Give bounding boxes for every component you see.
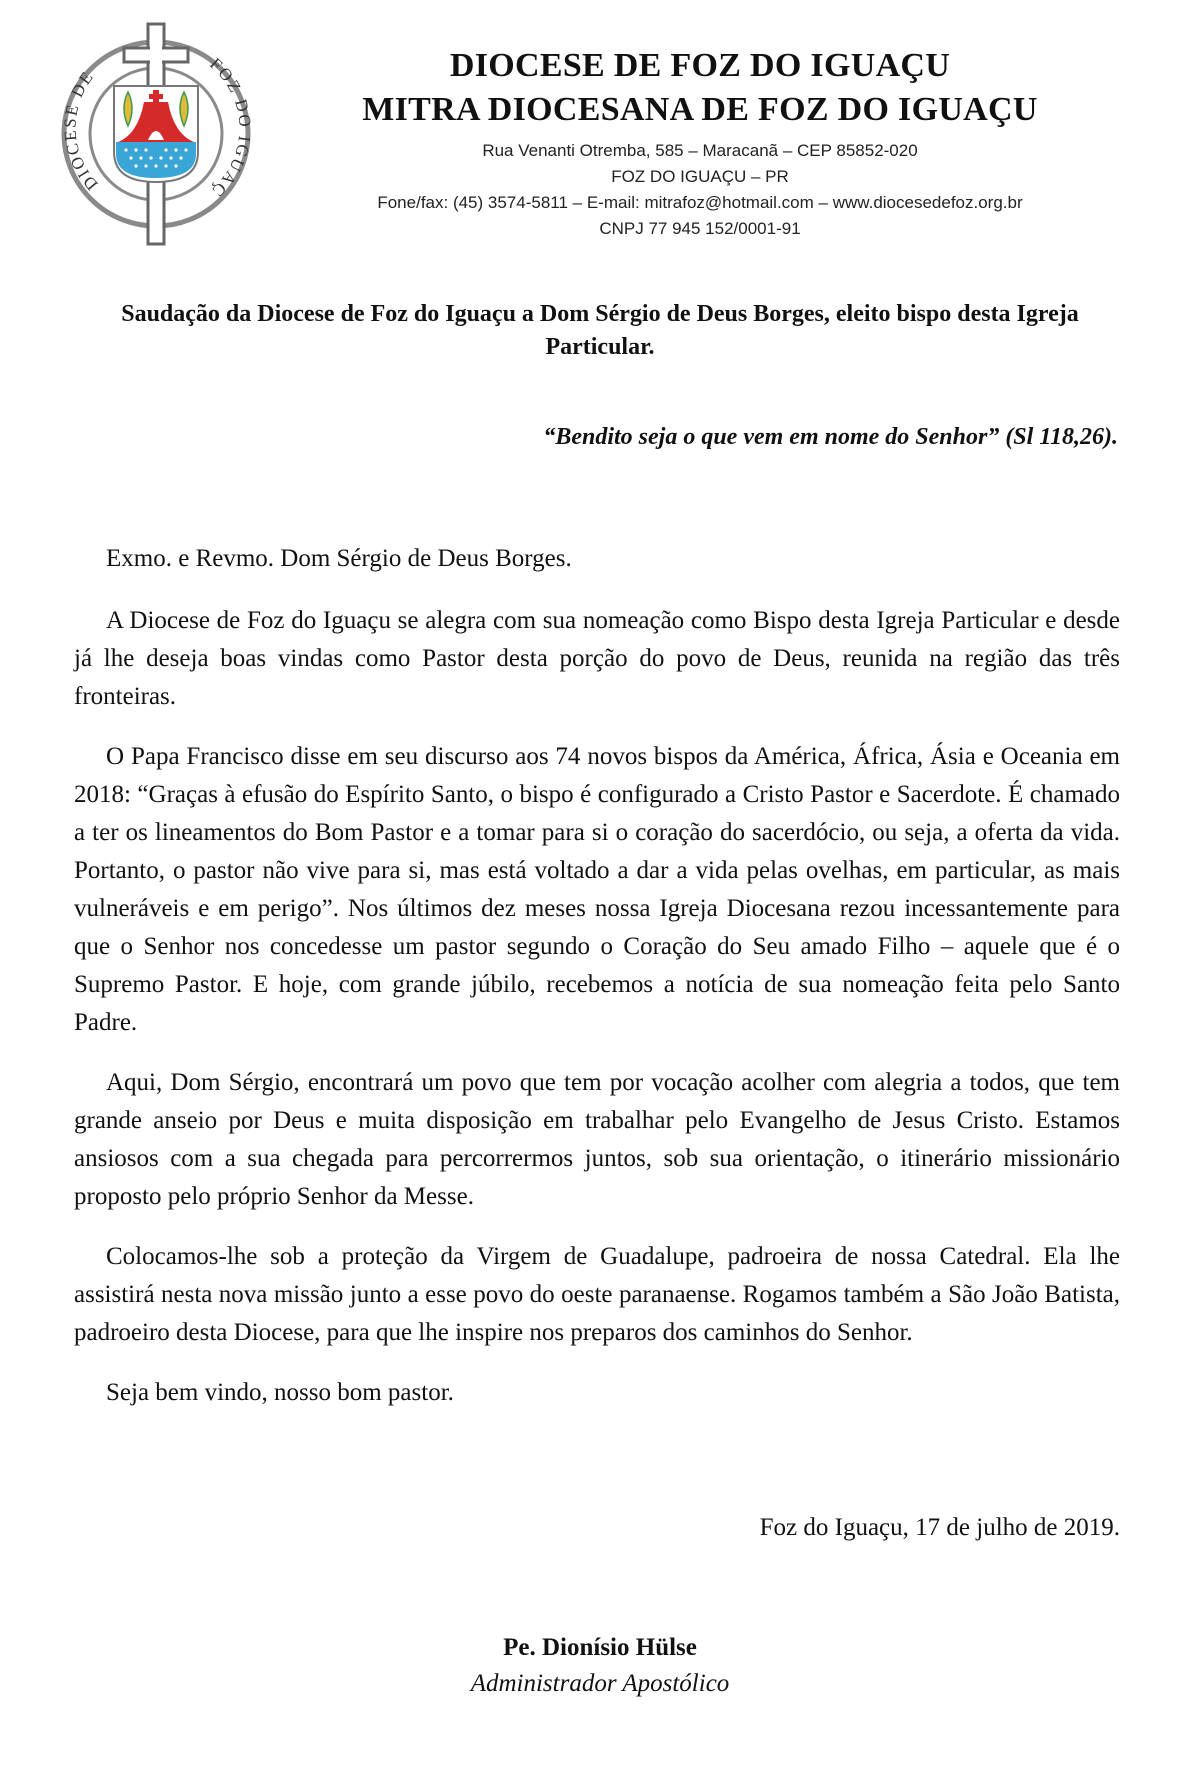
salutation: Exmo. e Revmo. Dom Sérgio de Deus Borges.: [106, 545, 572, 572]
letterhead-cnpj: CNPJ 77 945 152/0001-91: [599, 219, 801, 238]
diocese-logo: [58, 22, 254, 246]
letter-date: Foz do Iguaçu, 17 de julho de 2019.: [759, 1514, 1120, 1541]
signature-block: [0, 1630, 1200, 1702]
letterhead: [280, 44, 1120, 242]
ring-text-right: FOZ DO IGUAÇ: [206, 54, 254, 202]
signatory-role: Administrador Apostólico: [470, 1670, 730, 1697]
paragraph: A Diocese de Foz do Iguaçu se alegra com sua nomeação como Bispo desta Igreja Particular e desde já lhe deseja boas vindas como Pastor desta porção do povo de Deus, reunida na região das três fronteiras.: [74, 607, 1120, 710]
letterhead-title: DIOCESE DE FOZ DO IGUAÇU: [449, 47, 951, 84]
signatory-name: Pe. Dionísio Hülse: [503, 1634, 697, 1661]
ring-text-left: DIOCESE DE: [60, 66, 102, 194]
paragraph: O Papa Francisco disse em seu discurso aos 74 novos bispos da América, África, Ásia e Oceania em 2018: “Graças à efusão do Espírito Santo, o bispo é configurado a Cristo Pastor e Sacerdote. É chamado a ter os lineamentos do Bom Pastor e a tomar para si o coração do sacerdócio, ou seja, a oferta da vida. Portanto, o pastor não vive para si, mas está voltado a dar a vida pelas ovelhas, em particular, as mais vulneráveis e em perigo”. Nos últimos dez meses nossa Igreja Diocesana rezou incessantemente para que o Senhor nos concedesse um pastor segundo o Coração do Seu amado Filho – aquele que é o Supremo Pastor. E hoje, com grande júbilo, recebemos a notícia de sua nomeação feita pelo Santo Padre.: [74, 743, 1120, 1036]
letter-body: [74, 540, 1120, 1434]
letterhead-subtitle: MITRA DIOCESANA DE FOZ DO IGUAÇU: [362, 91, 1038, 128]
paragraph: Seja bem vindo, nosso bom pastor.: [106, 1379, 454, 1406]
epigraph: “Bendito seja o que vem em nome do Senhor” (Sl 118,26).: [543, 424, 1118, 450]
letterhead-city: FOZ DO IGUAÇU – PR: [611, 167, 789, 186]
diocese-crest-icon: [58, 22, 254, 246]
paragraph: Aqui, Dom Sérgio, encontrará um povo que tem por vocação acolher com alegria a todos, que tem grande anseio por Deus e muita disposição em trabalhar pelo Evangelho de Jesus Cristo. Estamos ansiosos com a sua chegada para percorrermos juntos, sob sua orientação, o itinerário missionário proposto pelo próprio Senhor da Messe.: [74, 1069, 1120, 1210]
paragraph: Colocamos-lhe sob a proteção da Virgem de Guadalupe, padroeira de nossa Catedral. Ela lhe assistirá nesta nova missão junto a esse povo do oeste paranaense. Rogamos também a São João Batista, padroeiro desta Diocese, para que lhe inspire nos preparos dos caminhos do Senhor.: [74, 1243, 1120, 1346]
document-title: Saudação da Diocese de Foz do Iguaçu a Dom Sérgio de Deus Borges, eleito bispo desta Igreja Particular.: [121, 301, 1079, 360]
letterhead-address: Rua Venanti Otremba, 585 – Maracanã – CEP 85852-020: [482, 141, 918, 160]
svg-text:DIOCESE DE: [60, 67, 101, 194]
letterhead-contact: Fone/fax: (45) 3574-5811 – E-mail: mitrafoz@hotmail.com – www.diocesedefoz.org.br: [377, 193, 1023, 212]
